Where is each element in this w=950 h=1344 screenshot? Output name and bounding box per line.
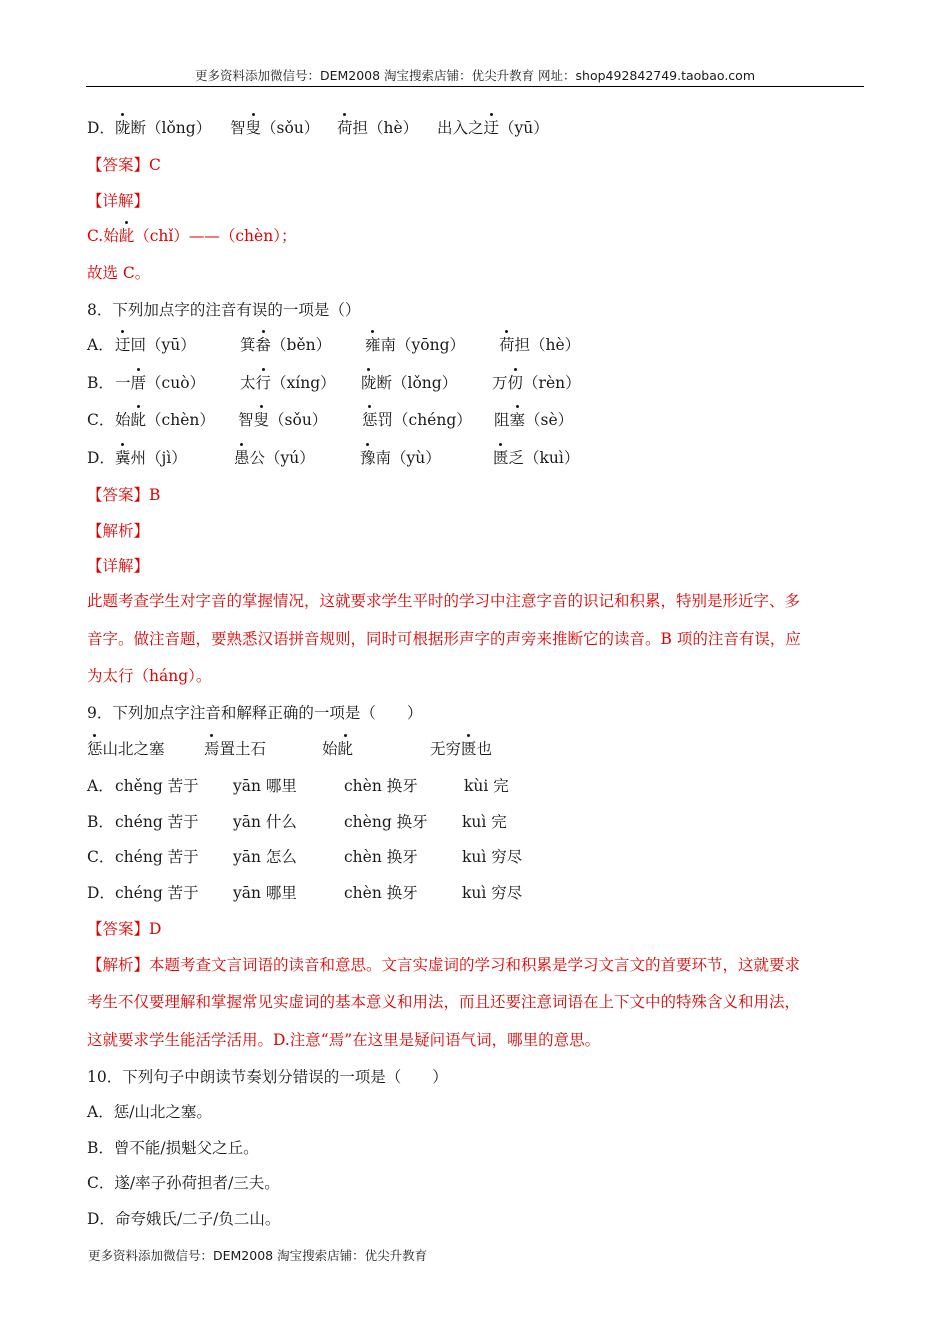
q10-option-a: A．惩/山北之塞。 (87, 1103, 212, 1121)
q8-answer: 【答案】B (87, 486, 161, 504)
q7-conclusion: 故选 C。 (87, 264, 151, 282)
q8-stem: 8．下列加点字的注音有误的一项是（） (87, 301, 361, 319)
q8-detail-line-2: 音字。做注音题，要熟悉汉语拼音规则，同时可根据形声字的声旁来推断它的读音。B 项的注音有误，应 (87, 630, 801, 648)
page-header: 更多资料添加微信号：DEM2008 淘宝搜索店铺：优尖升教育 网址：shop492842749.taobao.com (86, 66, 864, 87)
q10-option-b: B．曾不能/损魁父之丘。 (87, 1139, 259, 1157)
q7-d-item-3: 荷担（hè） (337, 116, 418, 140)
q10-option-c: C．遂/率子孙荷担者/三夫。 (87, 1174, 280, 1192)
q8-detail-line-1: 此题考查学生对字音的掌握情况，这就要求学生平时的学习中注意字音的识记和积累，特别是形近字、多 (87, 592, 801, 610)
q7-detail-label: 【详解】 (87, 192, 150, 210)
q8-option-b: B． 一厝（cuò） 太行（xíng） 陇断（lǒng） 万仞（rèn） (87, 371, 887, 395)
q7-detail: C.始龀（chǐ）——（chèn）； (87, 224, 296, 248)
q7-d-item-2: 智叟（sǒu） (230, 116, 319, 140)
q7-answer: 【答案】C (87, 156, 161, 174)
q8-option-d: D． 冀州（jì） 愚公（yú） 豫南（yù） 匮乏（kuì） (87, 446, 887, 470)
q10-option-d: D．命夸娥氏/二子/负二山。 (87, 1210, 281, 1228)
q9-option-d: D． chéng 苦于 yān 哪里 chèn 换牙 kuì 穷尽 (87, 884, 523, 902)
q9-words: 惩山北之塞 焉置土石 始龀 无穷匮也 (87, 737, 887, 761)
q9-analysis-line-3: 这就要求学生能活学活用。D.注意“焉”在这里是疑问语气词，哪里的意思。 (87, 1031, 601, 1049)
q9-analysis-line-1: 【解析】本题考查文言词语的读音和意思。文言实虚词的学习和积累是学习文言文的首要环节，这就要求 (87, 956, 801, 974)
q9-answer: 【答案】D (87, 920, 162, 938)
q8-analysis-label: 【解析】 (87, 522, 150, 540)
q7-d-item-4: 出入之迂（yū） (437, 116, 549, 140)
q7-d-item-1: 陇断（lǒng） (115, 116, 211, 140)
q9-analysis-line-2: 考生不仅要理解和掌握常见实虚词的基本意义和用法，而且还要注意词语在上下文中的特殊含义和用法， (87, 993, 801, 1011)
q8-detail-line-3: 为太行（háng）。 (87, 667, 212, 685)
q9-stem: 9．下列加点字注音和解释正确的一项是（ ） (87, 704, 423, 722)
q8-option-c: C． 始龀（chèn） 智叟（sǒu） 惩罚（chéng） 阻塞（sè） (87, 408, 887, 432)
q9-option-b: B． chéng 苦于 yān 什么 chèng 换牙 kuì 完 (87, 813, 507, 831)
q9-option-c: C． chéng 苦于 yān 怎么 chèn 换牙 kuì 穷尽 (87, 848, 523, 866)
q8-detail-label: 【详解】 (87, 557, 150, 575)
q7-option-d: D． 陇断（lǒng） 智叟（sǒu） 荷担（hè） 出入之迂（yū） (87, 116, 887, 140)
q10-stem: 10．下列句子中朗读节奏划分错误的一项是（ ） (87, 1068, 448, 1086)
q9-option-a: A． chěng 苦于 yān 哪里 chèn 换牙 kùi 完 (87, 777, 509, 795)
q8-option-a: A． 迂回（yū） 箕畚（běn） 雍南（yōng） 荷担（hè） (87, 333, 887, 357)
page-footer: 更多资料添加微信号：DEM2008 淘宝搜索店铺：优尖升教育 (88, 1248, 428, 1263)
